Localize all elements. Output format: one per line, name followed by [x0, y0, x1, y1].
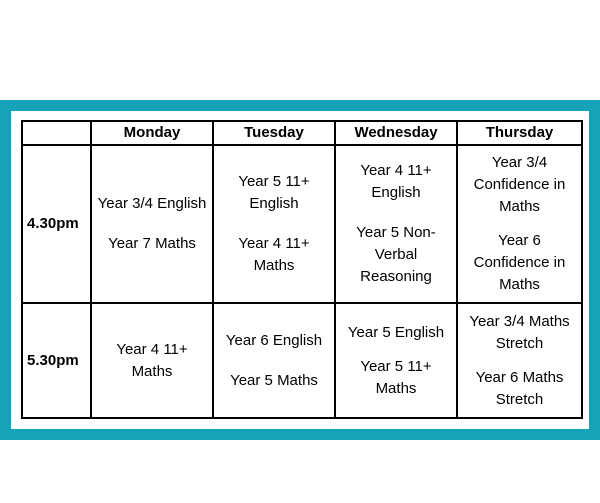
- class-entry: Year 5 Non-Verbal Reasoning: [356, 224, 436, 286]
- cell-monday-430: [91, 145, 213, 303]
- cell-tuesday-530: [213, 303, 335, 418]
- class-entry: Year 5 English: [347, 323, 445, 341]
- cell-thursday-530: [457, 303, 582, 418]
- header-wednesday: Wednesday: [335, 121, 457, 145]
- class-entry: Year 3/4 Confidence in Maths: [473, 154, 566, 216]
- class-entry: Year 5 11+ English: [238, 173, 310, 213]
- class-entry: Year 5 11+ Maths: [360, 357, 432, 397]
- class-entry: Year 5 Maths: [230, 371, 318, 389]
- time-label: 4.30pm: [22, 145, 91, 303]
- teal-border-frame: [0, 100, 600, 440]
- cell-wednesday-430: [335, 145, 457, 303]
- cell-thursday-430: [457, 145, 582, 303]
- class-entry: Year 6 Confidence in Maths: [473, 232, 566, 294]
- class-entry: Year 7 Maths: [108, 235, 196, 253]
- time-label: 5.30pm: [22, 303, 91, 418]
- class-entry: Year 6 Maths Stretch: [475, 368, 564, 408]
- header-monday: Monday: [91, 121, 213, 145]
- table-row-430pm: [22, 145, 582, 303]
- class-entry: Year 3/4 Maths Stretch: [469, 312, 570, 352]
- header-row: [22, 121, 582, 145]
- header-tuesday: Tuesday: [213, 121, 335, 145]
- cell-tuesday-430: [213, 145, 335, 303]
- timetable: [21, 120, 583, 419]
- timetable-panel: [11, 111, 589, 429]
- class-entry: Year 4 11+ Maths: [116, 340, 188, 380]
- class-entry: Year 6 English: [225, 331, 323, 349]
- header-corner: [22, 121, 91, 145]
- class-entry: Year 4 11+ English: [360, 162, 432, 202]
- class-entry: Year 4 11+ Maths: [238, 235, 310, 275]
- cell-monday-530: [91, 303, 213, 418]
- cell-wednesday-530: [335, 303, 457, 418]
- table-row-530pm: [22, 303, 582, 418]
- class-entry: Year 3/4 English: [97, 195, 207, 213]
- header-thursday: Thursday: [457, 121, 582, 145]
